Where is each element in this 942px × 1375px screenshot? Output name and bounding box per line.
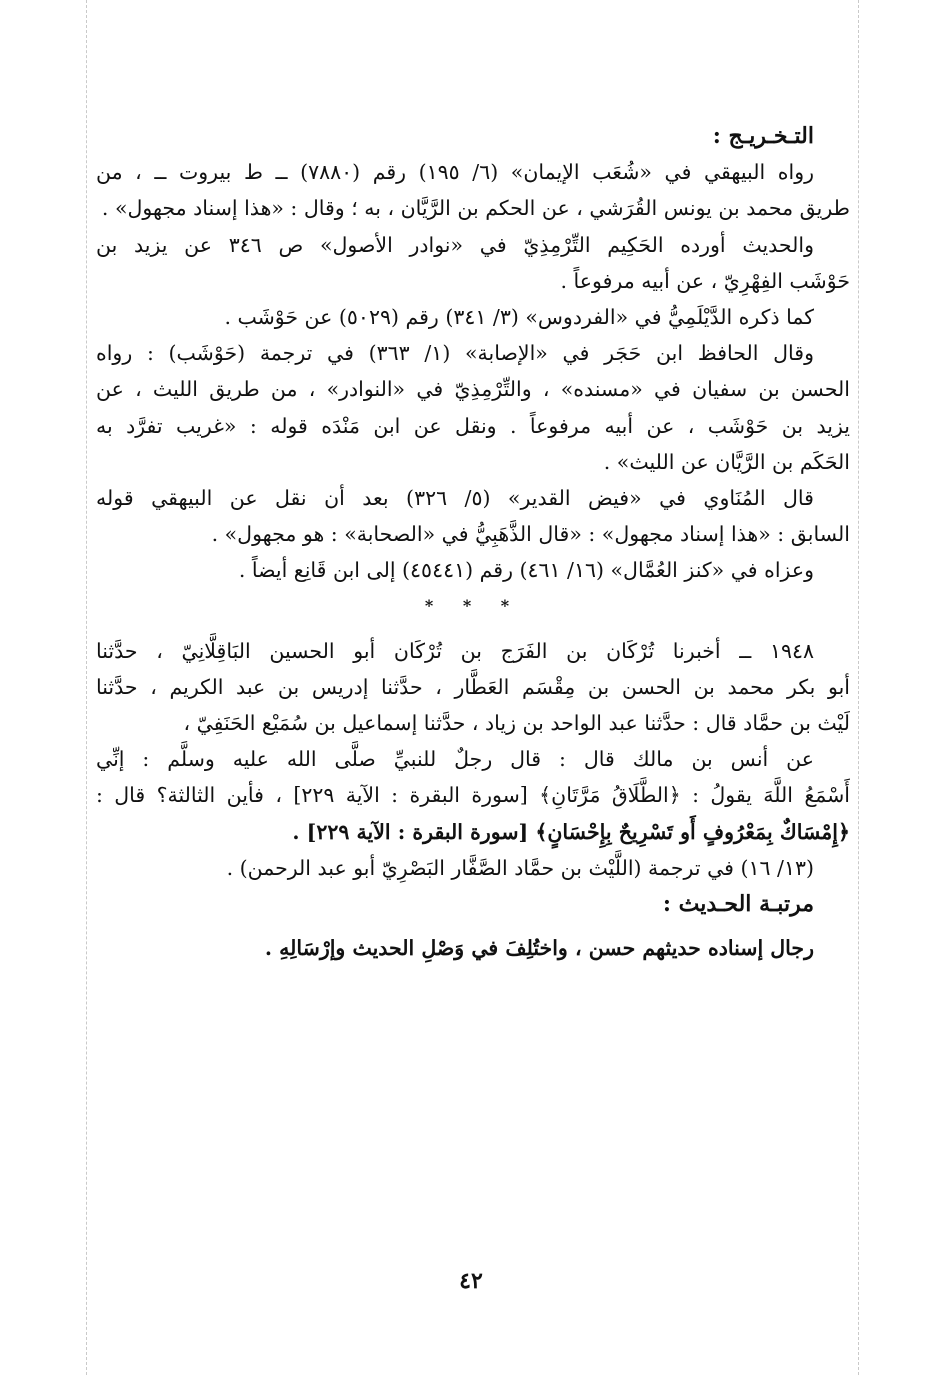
text-line: حَوْشَب الفِهْرِيّ ، عن أبيه مرفوعاً . [560,268,850,293]
text-line: أبو بكر محمد بن الحسن بن مِقْسَم العَطَّار ، حدَّثنا إدريس بن عبد الكريم ، حدَّثنا [96,674,850,699]
takhrij-heading: التـخـريـج : [712,123,814,149]
text-line: وقال الحافظ ابن حَجَر في «الإصابة» (١/ ٣٦٣) في ترجمة (حَوْشَب) : رواه [96,341,814,366]
hadith-number-line: ١٩٤٨ ــ أخبرنا تُرْكَان بن الفَرَج بن تُرْكَان أبو الحسين البَاقِلَّانِيّ ، حدَّثنا [96,638,814,663]
text-line: طريق محمد بن يونس القُرَشي ، عن الحكم بن الرَّيَّان ، به ؛ وقال : «هذا إسناد مجهول» . [101,196,850,221]
text-line: لَيْث بن حمَّاد قال : حدَّثنا عبد الواحد بن زياد ، حدَّثنا إسماعيل بن سُمَيْع الحَنَفِيّ ، [183,711,850,735]
verdict-line: رجال إسناده حديثهم حسن ، واختُلِفَ في وَصْلِ الحديث وإرْسَالِهِ . [264,936,814,961]
left-margin-rule [86,0,87,1375]
text-line: يزيد بن حَوْشَب ، عن أبيه مرفوعاً . ونقل عن ابن مَنْدَه قوله : «غريب تفرَّد به [96,413,850,438]
page-number: ٤٢ [459,1268,483,1294]
page-body [96,118,850,966]
section-separator: * * * [424,596,522,616]
text-line: والحديث أورده الحَكِيم التِّرْمِذِيّ في «نوادر الأصول» ص ٣٤٦ عن يزيد بن [96,232,814,257]
matn-line: أَسْمَعُ اللَّهَ يقولُ : ﴿الطَّلَاقُ مَرَّتَانِ﴾ [سورة البقرة : الآية ٢٢٩] ، فأين الثالثة؟ قال : [96,783,850,808]
text-line: كما ذكره الدَّيْلَمِيُّ في «الفردوس» (٣/ ٣٤١) رقم (٥٠٢٩) عن حَوْشَب . [224,304,814,329]
text-line: الحسن بن سفيان في «مسنده» ، والتِّرْمِذِيّ في «النوادر» ، من طريق الليث ، عن [96,377,850,402]
quran-verse-line: ﴿إِمْسَاكٌ بِمَعْرُوفٍ أَو تَسْرِيحٌ بِإِحْسَانٍ﴾ [سورة البقرة : الآية ٢٢٩] . [292,819,850,844]
text-line: (١٣/ ١٦) في ترجمة (اللَّيْث بن حمَّاد الصَّفَّار البَصْرِيّ أبو عبد الرحمن) . [226,855,814,880]
text-line: السابق : «هذا إسناد مجهول» : «قال الذَّهَبِيُّ في «الصحابة» : هو مجهول» . [211,522,850,547]
matn-line: عن أنس بن مالك قال : قال رجلٌ للنبيِّ صلَّى الله عليه وسلَّم : إنِّي [96,747,814,772]
text-line: قال المُنَاوي في «فيض القدير» (٥/ ٣٢٦) بعد أن نقل عن البيهقي قوله [96,485,814,510]
text-line: الحَكَم بن الرَّيَّان عن الليث» . [603,449,850,474]
text-line: رواه البيهقي في «شُعَب الإيمان» (٦/ ١٩٥) رقم (٧٨٨٠) ــ ط بيروت ــ ، من [96,160,814,185]
text-line: وعزاه في «كنز العُمَّال» (١٦/ ٤٦١) رقم (٤٥٤٤١) إلى ابن قَانِع أيضاً . [238,558,814,583]
rank-heading: مرتبـة الحـديث : [662,890,814,917]
right-margin-rule [858,0,859,1375]
